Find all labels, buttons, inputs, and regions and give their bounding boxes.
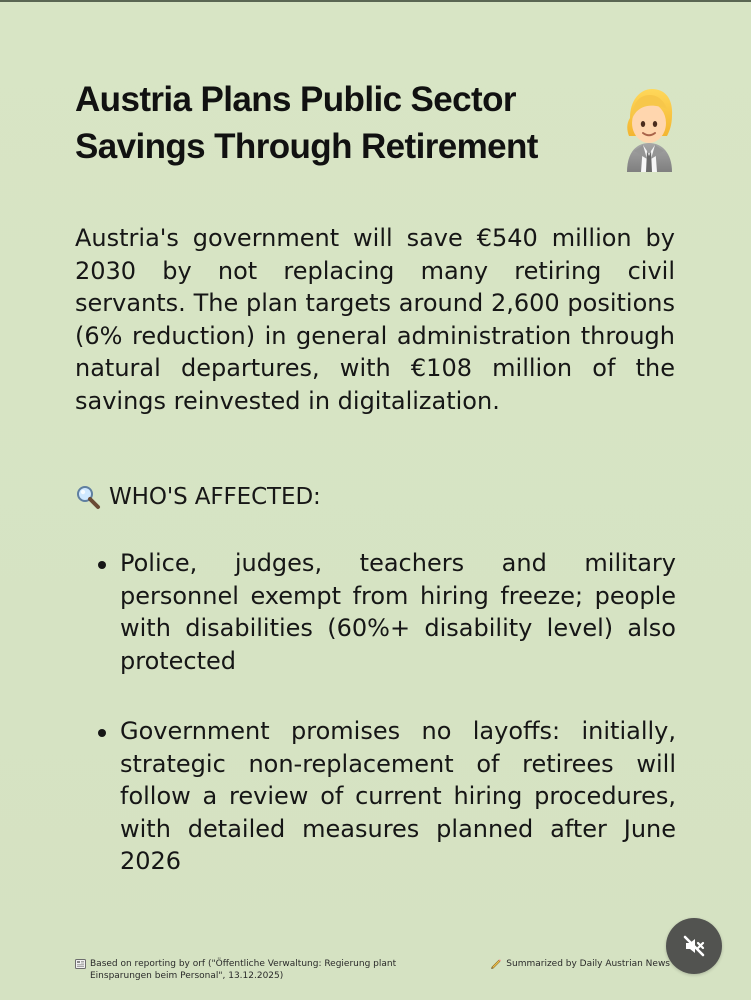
summary-text: Summarized by Daily Austrian News xyxy=(506,959,670,969)
mute-button[interactable] xyxy=(666,918,722,974)
section-heading xyxy=(75,483,321,511)
office-worker-icon xyxy=(612,84,682,174)
post-title: Austria Plans Public Sector Savings Through Retirement xyxy=(75,80,538,166)
section-title: WHO'S AFFECTED: xyxy=(109,484,321,510)
source-footer xyxy=(75,958,415,982)
intro-paragraph: Austria's government will save €540 million by 2030 by not replacing many retiring civil servants. The plan targets around 2,600 positions (6% reduction) in general administration through natural departures, with €108 million of the savings reinvested in digitalization. xyxy=(75,224,675,415)
magnifier-icon xyxy=(75,484,101,510)
newspaper-icon xyxy=(75,959,86,969)
title-block xyxy=(75,76,595,170)
article-content xyxy=(75,222,675,417)
list-item: Government promises no layoffs: initially, strategic non-replacement of retirees will follow a review of current hiring procedures, with detailed measures planned after June 2026 xyxy=(98,715,676,878)
list-item: Police, judges, teachers and military personnel exempt from hiring freeze; people with disabilities (60%+ disability level) also protected xyxy=(98,547,676,677)
muted-speaker-icon xyxy=(680,932,708,960)
pencil-icon xyxy=(490,958,502,970)
source-text: Based on reporting by orf ("Öffentliche Verwaltung: Regierung plant Einsparungen beim Personal", 13.12.2025) xyxy=(90,959,397,981)
affected-list xyxy=(98,547,676,916)
summary-footer xyxy=(490,958,670,970)
